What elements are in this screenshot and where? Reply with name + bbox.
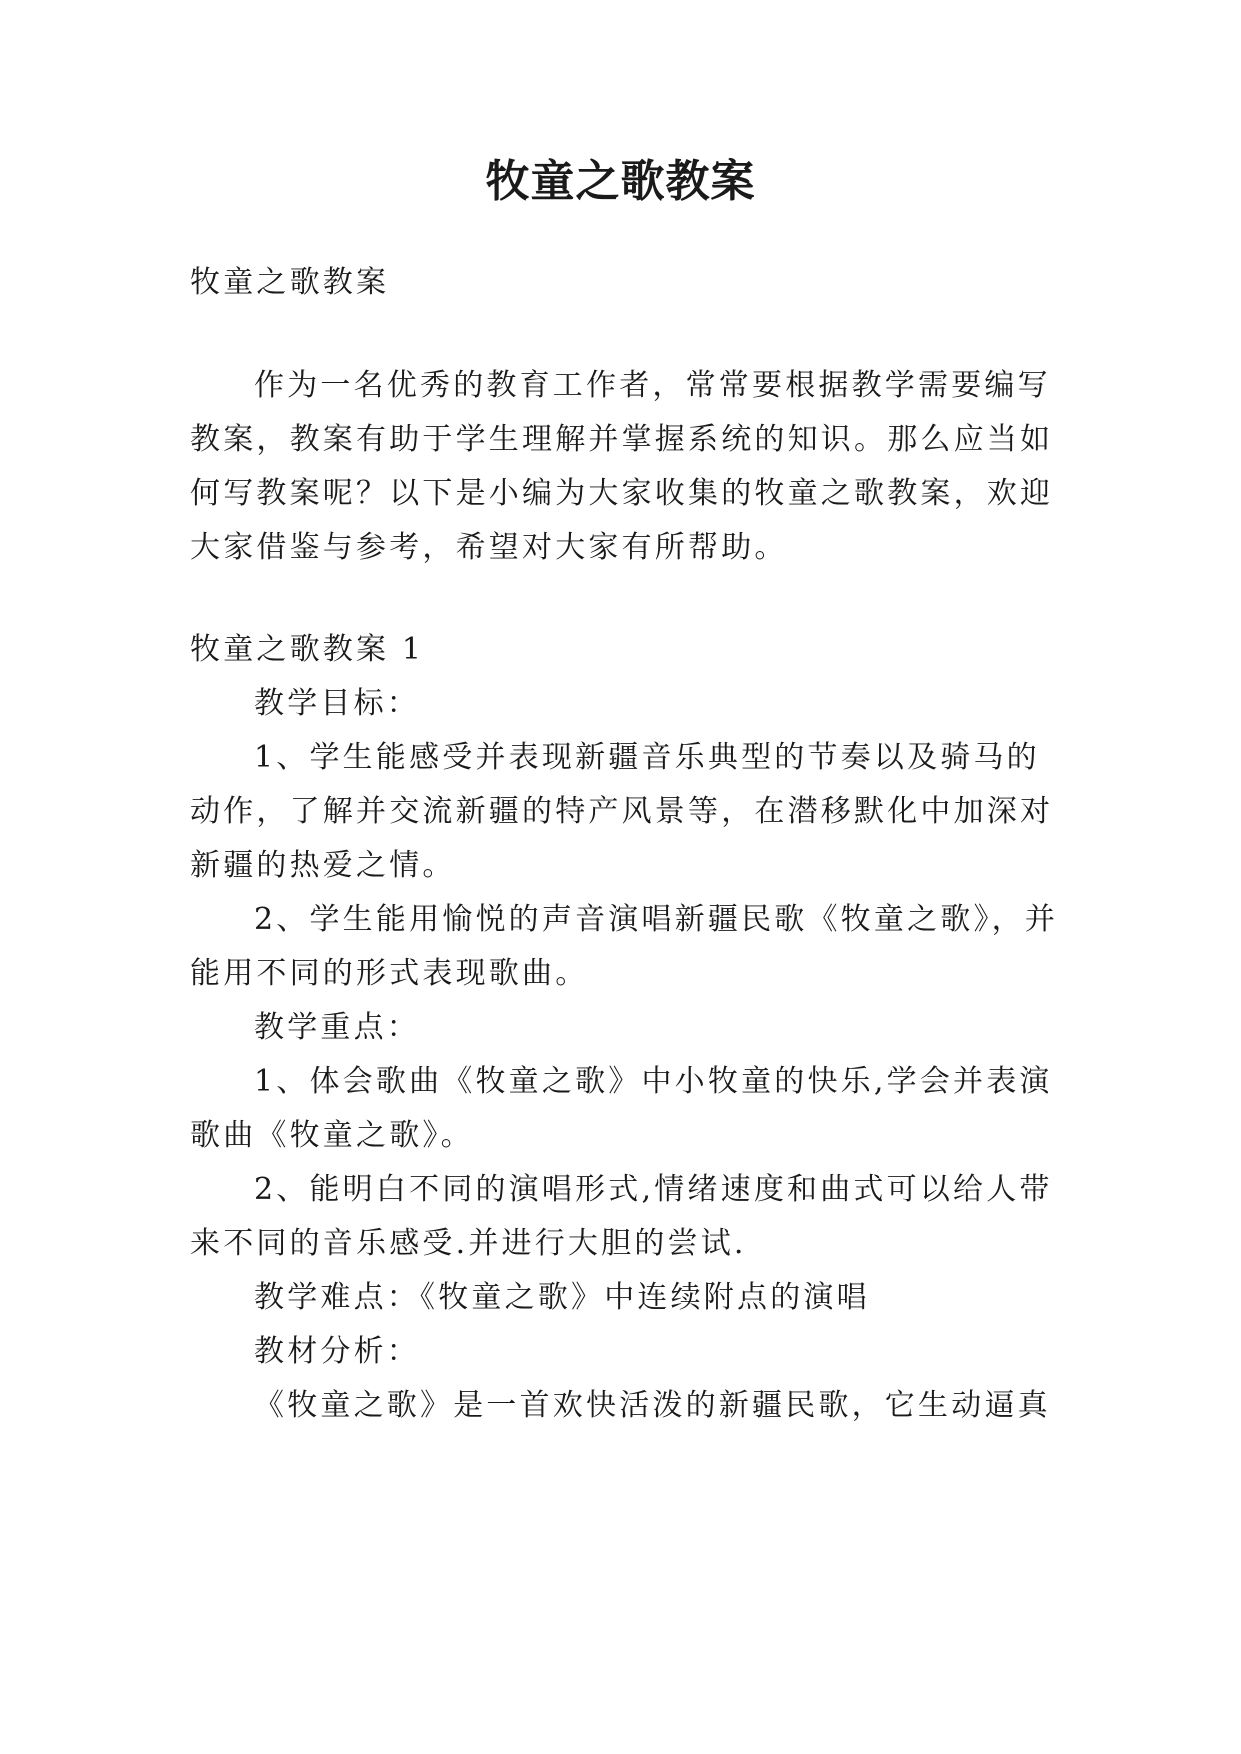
objective-2-line-1: 2、学生能用愉悦的声音演唱新疆民歌《牧童之歌》，并 [254, 902, 1059, 937]
key-point-2-line-2: 来不同的音乐感受.并进行大胆的尝试. [190, 1226, 747, 1261]
key-points-label: 教学重点： [254, 1010, 420, 1045]
intro-line-4: 大家借鉴与参考，希望对大家有所帮助。 [190, 530, 788, 565]
key-point-1-line-2: 歌曲《牧童之歌》。 [190, 1118, 474, 1153]
objective-2-line-2: 能用不同的形式表现歌曲。 [190, 956, 589, 991]
intro-line-2: 教案，教案有助于学生理解并掌握系统的知识。那么应当如 [190, 422, 1054, 457]
objective-1-line-3: 新疆的热爱之情。 [190, 848, 456, 883]
objective-1-line-1: 1、学生能感受并表现新疆音乐典型的节奏以及骑马的 [254, 740, 1040, 775]
analysis-text-line-1: 《牧童之歌》是一首欢快活泼的新疆民歌，它生动逼真 [254, 1388, 1051, 1423]
key-point-2-line-1: 2、能明白不同的演唱形式,情绪速度和曲式可以给人带 [254, 1172, 1053, 1207]
document-subtitle: 牧童之歌教案 [190, 265, 390, 300]
difficulty-line: 教学难点：《牧童之歌》中连续附点的演唱 [254, 1280, 870, 1315]
section-heading: 牧童之歌教案 1 [190, 632, 425, 667]
intro-line-3: 何写教案呢？以下是小编为大家收集的牧童之歌教案，欢迎 [190, 476, 1054, 511]
analysis-label: 教材分析： [254, 1334, 420, 1369]
objective-1-line-2: 动作，了解并交流新疆的特产风景等，在潜移默化中加深对 [190, 794, 1054, 829]
key-point-1-line-1: 1、体会歌曲《牧童之歌》中小牧童的快乐,学会并表演 [254, 1064, 1053, 1099]
intro-line-1: 作为一名优秀的教育工作者，常常要根据教学需要编写 [254, 368, 1051, 403]
document-title: 牧童之歌教案 [485, 156, 756, 207]
objectives-label: 教学目标： [254, 686, 420, 721]
